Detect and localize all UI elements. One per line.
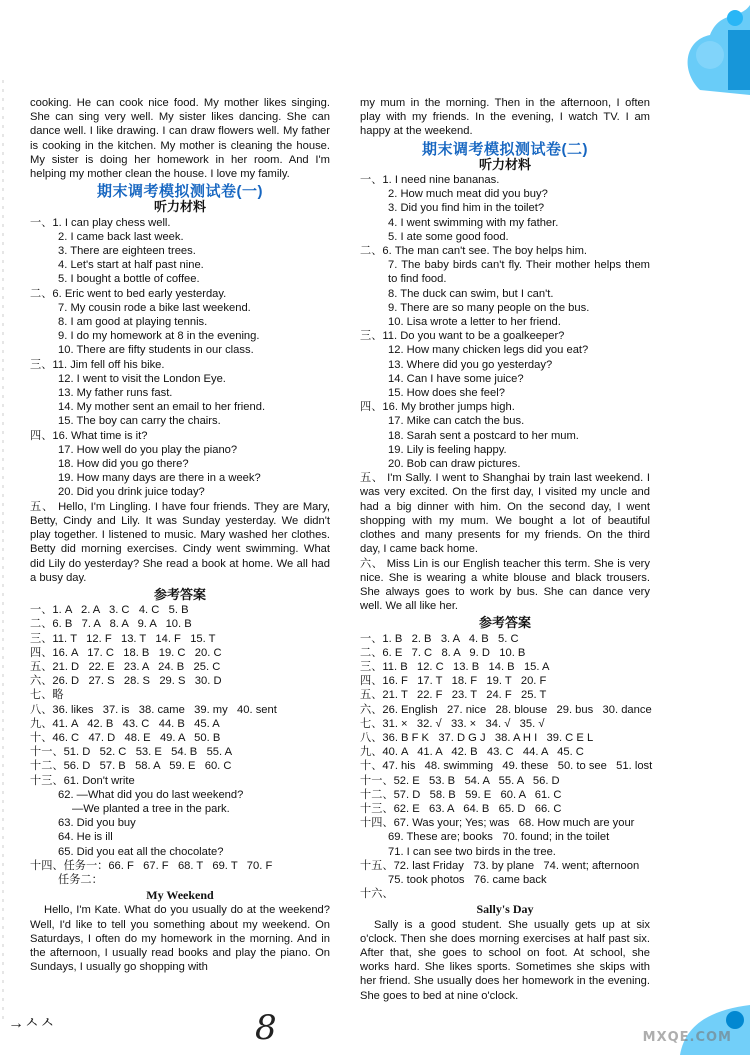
left-intro: cooking. He can cook nice food. My mother likes singing. She can sing very well. My sister likes dancing. She can dance well. I like drawing. I can draw flowers well. My father is cooking in the kitchen. My mother is cleaning the house. My sister is doing her homework in her room. And I'm helping my mother clean the house. I love my family. [30, 97, 330, 181]
list-item: 19. Lily is feeling happy. [388, 443, 507, 456]
list-item: 19. How many days are there in a week? [58, 472, 261, 485]
answer-row: 八、36. likes 37. is 38. came 39. my 40. sent [30, 703, 277, 716]
answer-row: 63. Did you buy [58, 817, 136, 830]
answer-row: 62. —What did you do last weekend? [58, 788, 244, 801]
list-item: 三、11. Jim fell off his bike. [30, 358, 165, 371]
answer-row: 六、26. D 27. S 28. S 29. S 30. D [30, 675, 222, 688]
list-item: 8. I am good at playing tennis. [58, 316, 208, 329]
answer-row: 四、16. A 17. C 18. B 19. C 20. C [30, 646, 222, 659]
binding-edge [0, 80, 6, 1020]
left-answers-title: 参考答案 [153, 586, 206, 602]
list-item: 二、6. Eric went to bed early yesterday. [30, 287, 227, 300]
answer-row: 十、47. his 48. swimming 49. these 50. to see 51. lost [360, 760, 653, 773]
list-item: 4. Let's start at half past nine. [58, 259, 204, 272]
list-item: 一、1. I need nine bananas. [360, 174, 500, 187]
list-item: 3. Did you find him in the toilet? [388, 202, 545, 215]
answer-row: 二、6. E 7. C 8. A 9. D 10. B [360, 646, 526, 659]
right-listening-title: 听力材料 [478, 156, 531, 172]
list-item: 14. My mother sent an email to her friend. [58, 401, 266, 414]
answer-row: 七、略 [30, 689, 64, 702]
right-passage-5: 五、 I'm Sally. I went to Shanghai by train last weekend. I was very excited. On the first day, I visited my uncle and had a big dinner with him. On the second day, I went shopping with my mum. We bought a lot of beautiful clothes and many presents for my friends. On the third day, I came back home. [360, 472, 650, 556]
list-item: 9. There are so many people on the bus. [388, 301, 590, 314]
answer-row: 十二、56. D 57. B 58. A 59. E 60. C [30, 760, 232, 773]
list-item: 15. The boy can carry the chairs. [58, 415, 221, 428]
answer-row: 四、16. F 17. T 18. F 19. T 20. F [360, 675, 547, 688]
list-item: 18. How did you go there? [58, 458, 189, 471]
list-item: 三、11. Do you want to be a goalkeeper? [360, 330, 565, 343]
answer-row: 十一、52. E 53. B 54. A 55. A 56. D [360, 774, 560, 787]
right-column [360, 96, 653, 1003]
answer-row: 九、41. A 42. B 43. C 44. B 45. A [30, 717, 220, 730]
left-column [30, 96, 330, 974]
answer-row: 三、11. T 12. F 13. T 14. F 15. T [30, 632, 216, 645]
right-essay-title: Sally's Day [476, 902, 534, 917]
answer-row: 十三、62. E 63. A 64. B 65. D 66. C [360, 802, 562, 815]
list-item: 12. How many chicken legs did you eat? [388, 344, 589, 357]
answer-row: 十二、57. D 58. B 59. E 60. A 61. C [360, 788, 562, 801]
list-item: 2. I came back last week. [58, 230, 184, 243]
left-listening-title: 听力材料 [153, 199, 206, 215]
list-item: 12. I went to visit the London Eye. [58, 372, 226, 385]
left-answers-list [30, 603, 330, 887]
list-item: 10. There are fifty students in our class. [58, 344, 254, 357]
right-test-title: 期末调考模拟测试卷(二) [422, 140, 588, 158]
answer-row: 75. took photos 76. came back [388, 873, 547, 886]
list-item: 四、16. My brother jumps high. [360, 401, 515, 414]
answer-row: 十五、72. last Friday 73. by plane 74. went; afternoon [360, 859, 640, 872]
right-answers-title: 参考答案 [478, 615, 531, 631]
answer-row: 八、36. B F K 37. D G J 38. A H I 39. C E L [360, 731, 594, 744]
answer-row: 五、21. D 22. E 23. A 24. B 25. C [30, 660, 221, 673]
answer-row: 十一、51. D 52. C 53. E 54. B 55. A [30, 746, 233, 759]
left-essay-title: My Weekend [146, 888, 214, 903]
watermark: MXQE.COM [642, 1030, 732, 1045]
list-item: 8. The duck can swim, but I can't. [388, 287, 554, 300]
list-item: 3. There are eighteen trees. [58, 245, 196, 258]
answer-row: 五、21. T 22. F 23. T 24. F 25. T [360, 689, 547, 702]
list-item: 二、6. The man can't see. The boy helps him. [360, 245, 588, 258]
list-item: 7. The baby birds can't fly. Their mother helps them to find food. [388, 259, 650, 286]
list-item: 5. I bought a bottle of coffee. [58, 273, 200, 286]
left-essay: Hello, I'm Kate. What do you usually do at the weekend? Well, I'd like to tell you something about my weekend. On Saturdays, I often do my homework in the morning. And in the afternoon, I usually read books and play the piano. On Sundays, I usually go shopping with [30, 904, 330, 974]
answer-row: 七、31. × 32. √ 33. × 34. √ 35. √ [360, 717, 545, 730]
list-item: 9. I do my homework at 8 in the evening. [58, 330, 260, 343]
answer-row: —We planted a tree in the park. [72, 802, 230, 815]
answer-row: 十四、67. Was your; Yes; was 68. How much are your [360, 817, 635, 830]
page-number: 8 [255, 1008, 277, 1048]
answer-row: 十四、任务一：66. F 67. F 68. T 69. T 70. F [30, 859, 273, 872]
list-item: 10. Lisa wrote a letter to her friend. [388, 316, 561, 329]
list-item: 一、1. I can play chess well. [30, 216, 171, 229]
list-item: 4. I went swimming with my father. [388, 216, 559, 229]
list-item: 7. My cousin rode a bike last weekend. [58, 301, 251, 314]
right-answers-list [360, 632, 653, 902]
answer-row: 任务二： [58, 873, 103, 886]
answer-row: 65. Did you eat all the chocolate? [58, 845, 224, 858]
right-listening-list [360, 173, 650, 471]
right-passage-6: 六、 Miss Lin is our English teacher this term. She is very nice. She is wearing a white blouse and black trousers. She always goes to work by bus. She can dance very well. We all like her. [360, 557, 650, 613]
right-essay: Sally is a good student. She usually gets up at six o'clock. Then she does morning exercises at half past six. After that, she goes to school on foot. At school, she works hard. She likes sports. Sometimes she skips with her friend. She usually does her homework in the evening. She goes to bed at nine o'clock. [360, 918, 650, 1002]
list-item: 13. My father runs fast. [58, 387, 173, 400]
list-item: 15. How does she feel? [388, 387, 505, 400]
list-item: 2. How much meat did you buy? [388, 188, 548, 201]
left-test-title: 期末调考模拟测试卷(一) [97, 183, 263, 201]
list-item: 20. Did you drink juice today? [58, 486, 205, 499]
list-item: 14. Can I have some juice? [388, 372, 524, 385]
answer-row: 三、11. B 12. C 13. B 14. B 15. A [360, 660, 550, 673]
answer-row: 六、26. English 27. nice 28. blouse 29. bus 30. dance [360, 703, 652, 716]
list-item: 18. Sarah sent a postcard to her mum. [388, 429, 579, 442]
right-intro: my mum in the morning. Then in the afternoon, I often play with my friends. In the evening, I watch TV. I am happy at the weekend. [360, 97, 650, 138]
answer-row: 十、46. C 47. D 48. E 49. A 50. B [30, 731, 221, 744]
answer-row: 一、1. B 2. B 3. A 4. B 5. C [360, 632, 519, 645]
answer-row: 一、1. A 2. A 3. C 4. C 5. B [30, 604, 189, 617]
footer-left-mark: →ㅅㅅ [8, 1015, 55, 1032]
list-item: 13. Where did you go yesterday? [388, 358, 553, 371]
answer-row: 十六、 [360, 888, 394, 901]
list-item: 20. Bob can draw pictures. [388, 458, 521, 471]
answer-row: 十三、61. Don't write [30, 774, 135, 787]
list-item: 17. Mike can catch the bus. [388, 415, 525, 428]
answer-row: 64. He is ill [58, 831, 113, 844]
list-item: 17. How well do you play the piano? [58, 443, 238, 456]
blue-splash-decoration [640, 0, 750, 95]
answer-row: 69. These are; books 70. found; in the toilet [388, 831, 610, 844]
left-listening-list [30, 216, 330, 500]
answer-row: 71. I can see two birds in the tree. [388, 845, 556, 858]
answer-row: 二、6. B 7. A 8. A 9. A 10. B [30, 618, 192, 631]
list-item: 四、16. What time is it? [30, 429, 148, 442]
list-item: 5. I ate some good food. [388, 230, 509, 243]
answer-row: 九、40. A 41. A 42. B 43. C 44. A 45. C [360, 746, 584, 759]
left-passage-5: 五、 Hello, I'm Lingling. I have four friends. They are Mary, Betty, Cindy and Lily. It was Sunday yesterday. We didn't play together. I listened to music. Mary washed her clothes. Betty did morning exercises. Cindy went swimming. What did Lily do yesterday? She read a book at home. We all had a busy day. [30, 500, 330, 584]
